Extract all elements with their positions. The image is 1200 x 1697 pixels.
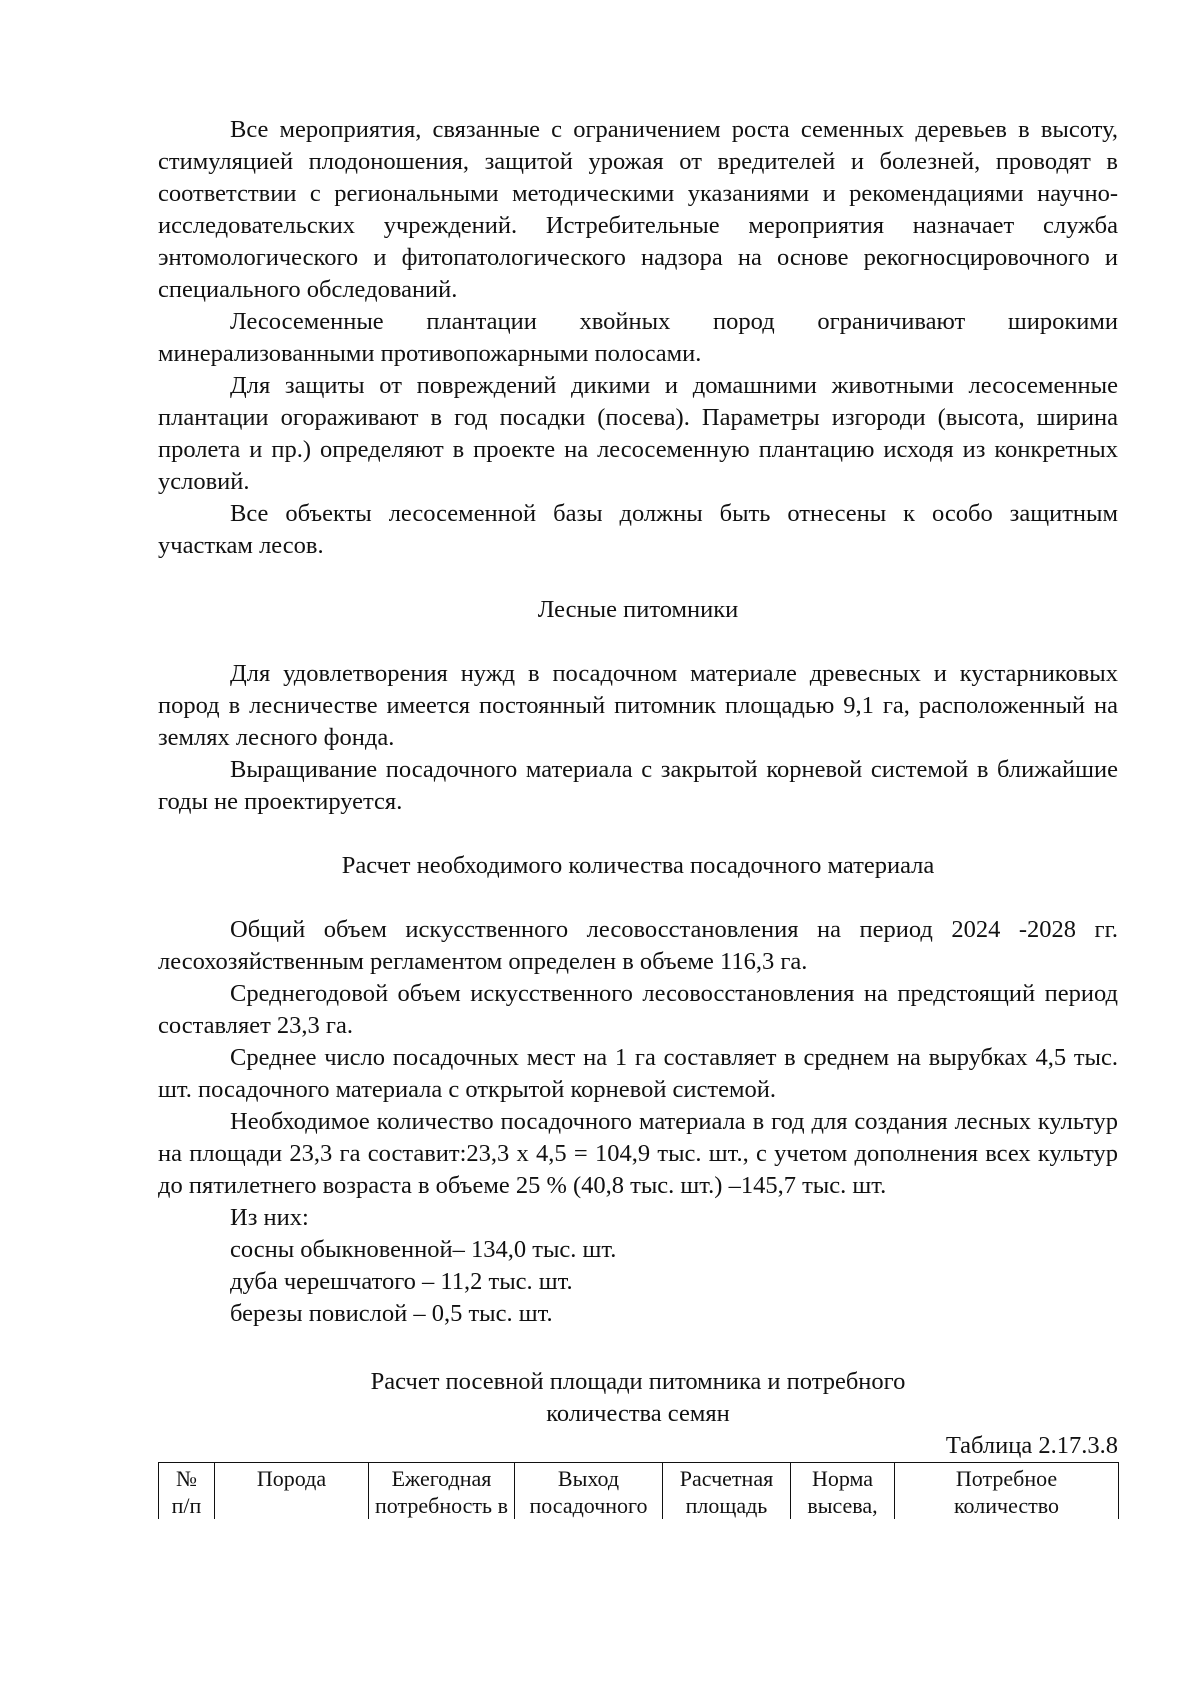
header-text: посадочного: [529, 1493, 648, 1518]
header-cell-species: [215, 1463, 369, 1520]
paragraph-seed-trees: Все мероприятия, связанные с ограничением роста семенных деревьев в высоту, стимуляцией плодоношения, защитой урожая от вредителей и болезней, проводят в соответствии с региональными методическими указаниями и рекомендациями научно-исследовательских учреждений. Истребительные мероприятия назначает служба энтомологического и фитопатологического надзора на основе рекогносцировочного и специального обследований.: [158, 116, 1118, 303]
header-text: высева,: [807, 1493, 878, 1518]
header-text: Выход: [557, 1466, 620, 1491]
list-item: дуба черешчатого – 11,2 тыс. шт.: [230, 1268, 573, 1295]
header-text: Потребное: [955, 1466, 1058, 1491]
heading-sowing-area-line2: количества семян: [546, 1400, 730, 1427]
header-text: площадь: [685, 1493, 768, 1518]
heading-planting-material-calc: Расчет необходимого количества посадочного материала: [341, 852, 935, 879]
header-cell-seeding-rate: [791, 1463, 895, 1520]
table-caption: Таблица 2.17.3.8: [945, 1432, 1118, 1459]
sowing-table: [158, 1462, 1119, 1519]
header-cell-output: [515, 1463, 663, 1520]
header-text: потребность в: [375, 1493, 508, 1518]
header-text: Норма: [811, 1466, 874, 1491]
paragraph-nursery-area: Для удовлетворения нужд в посадочном материале древесных и кустарниковых пород в лесничестве имеется постоянный питомник площадью 9,1 га, расположенный на землях лесного фонда.: [158, 660, 1118, 751]
header-text: №: [176, 1466, 197, 1491]
header-text: Порода: [256, 1466, 327, 1491]
header-text: п/п: [171, 1493, 202, 1518]
heading-sowing-area-line1: Расчет посевной площади питомника и потребного: [370, 1368, 906, 1395]
header-cell-annual-need: [369, 1463, 515, 1520]
heading-forest-nurseries: Лесные питомники: [537, 596, 739, 623]
list-item: сосны обыкновенной– 134,0 тыс. шт.: [230, 1236, 617, 1263]
header-text: количество: [953, 1493, 1060, 1518]
paragraph-fire-strips: Лесосеменные плантации хвойных пород ограничивают широкими минерализованными противопожарными полосами.: [158, 308, 1118, 367]
header-cell-calc-area: [663, 1463, 791, 1520]
table-header-row: [159, 1463, 1119, 1520]
header-text: Ежегодная: [391, 1466, 492, 1491]
paragraph-required-amount: Необходимое количество посадочного материала в год для создания лесных культур на площади 23,3 га составит:23,3 х 4,5 = 104,9 тыс. шт., с учетом дополнения всех культур до пятилетнего возраста в объеме 25 % (40,8 тыс. шт.) –145,7 тыс. шт.: [158, 1108, 1118, 1199]
header-text: Расчетная: [679, 1466, 774, 1491]
list-item: березы повислой – 0,5 тыс. шт.: [230, 1300, 553, 1327]
list-intro: Из них:: [230, 1204, 309, 1231]
paragraph-total-volume: Общий объем искусственного лесовосстановления на период 2024 -2028 гг. лесохозяйственным регламентом определен в объеме 116,3 га.: [158, 916, 1118, 975]
header-cell-required-qty: [895, 1463, 1119, 1520]
document-page: [158, 114, 1118, 1519]
paragraph-closed-root: Выращивание посадочного материала с закрытой корневой системой в ближайшие годы не проектируется.: [158, 756, 1118, 815]
paragraph-fencing: Для защиты от повреждений дикими и домашними животными лесосеменные плантации огораживают в год посадки (посева). Параметры изгороди (высота, ширина пролета и пр.) определяют в проекте на лесосеменную плантацию исходя из конкретных условий.: [158, 372, 1118, 495]
paragraph-planting-density: Среднее число посадочных мест на 1 га составляет в среднем на вырубках 4,5 тыс. шт. посадочного материала с открытой корневой системой.: [158, 1044, 1118, 1103]
paragraph-annual-volume: Среднегодовой объем искусственного лесовосстановления на предстоящий период составляет 23,3 га.: [158, 980, 1118, 1039]
paragraph-protected-areas: Все объекты лесосеменной базы должны быть отнесены к особо защитным участкам лесов.: [158, 500, 1118, 559]
header-cell-number: [159, 1463, 215, 1520]
